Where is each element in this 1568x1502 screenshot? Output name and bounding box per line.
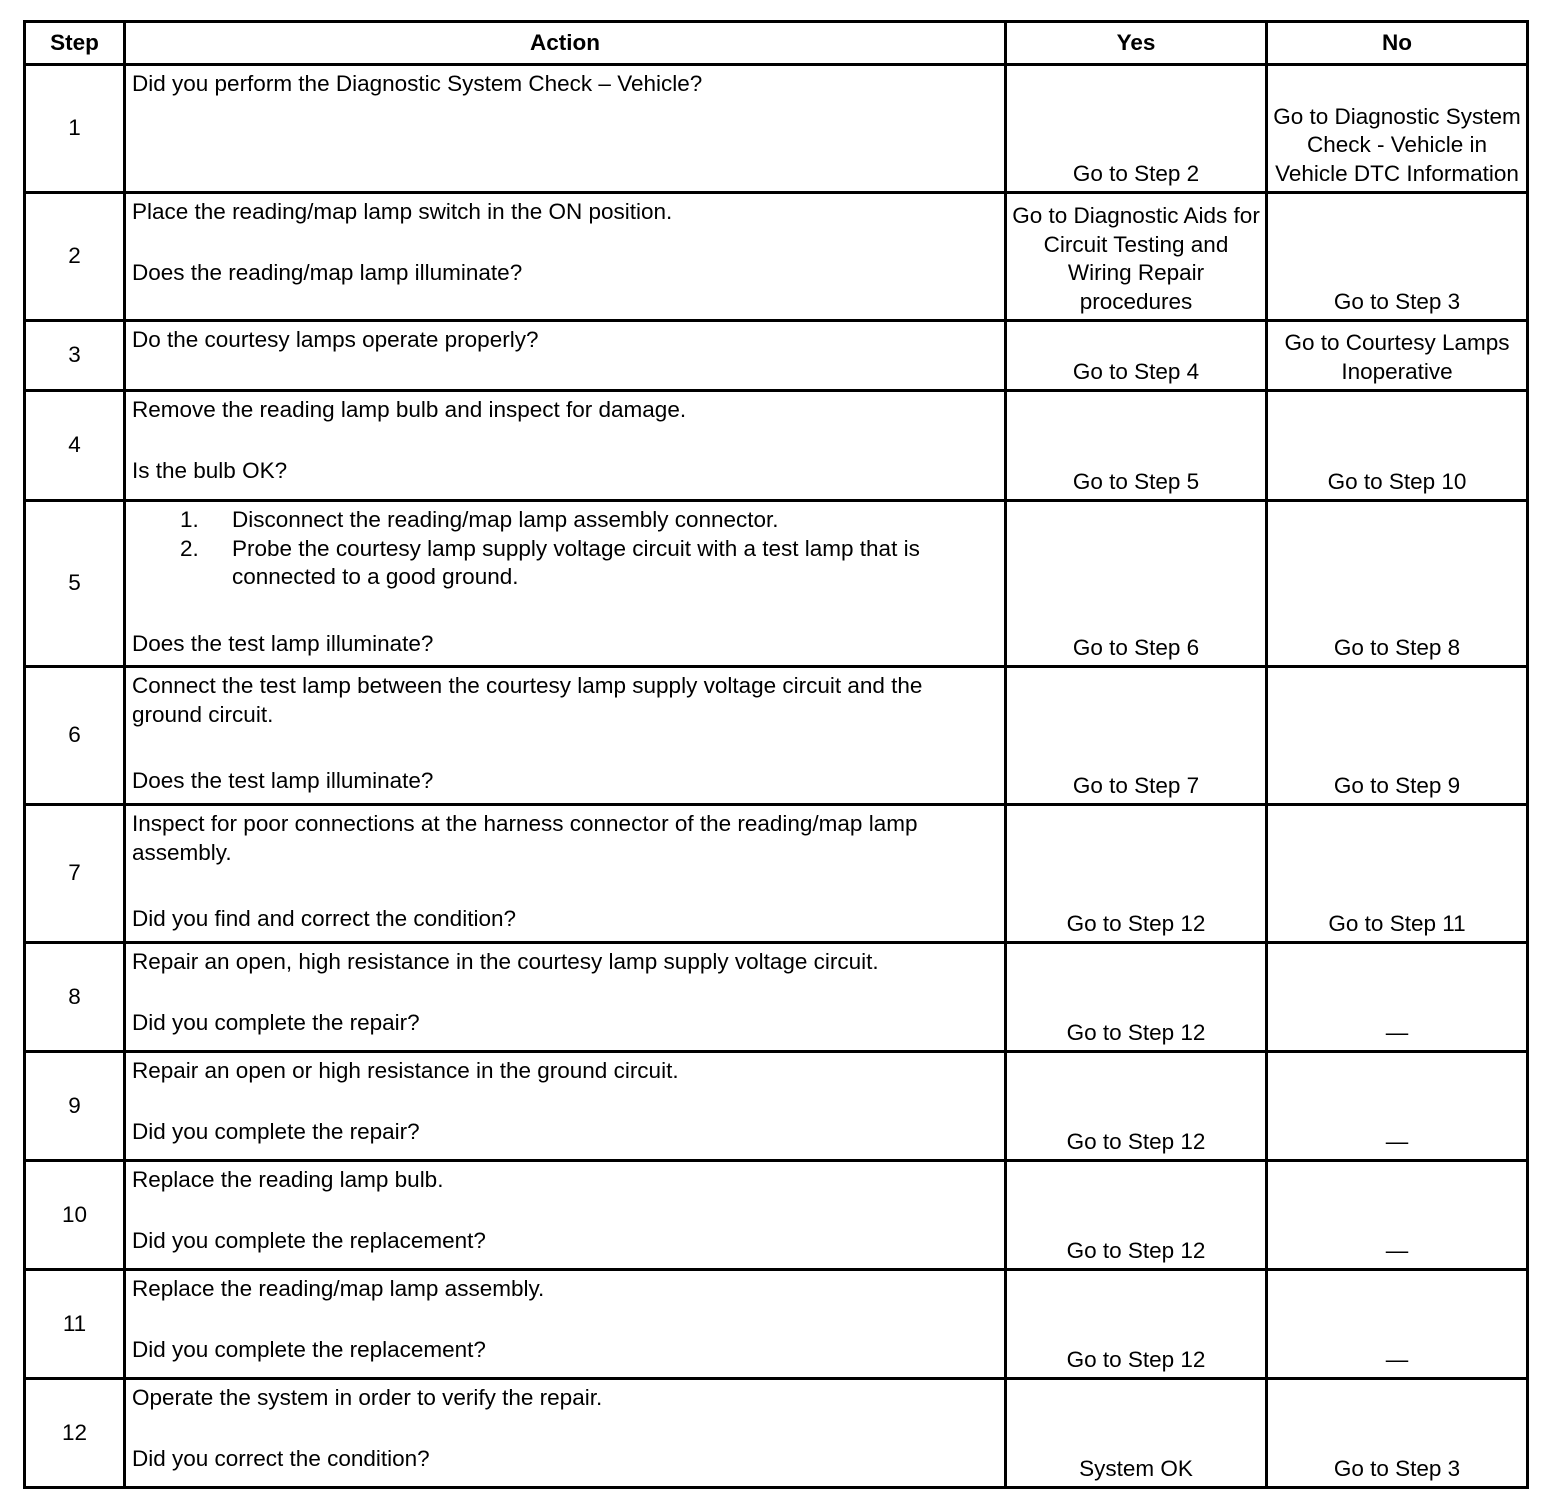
no-result: Go to Step 10 (1267, 391, 1528, 501)
step-number: 5 (25, 501, 125, 667)
step-number: 2 (25, 193, 125, 321)
header-no: No (1267, 22, 1528, 65)
yes-result: Go to Step 5 (1006, 391, 1267, 501)
no-result: Go to Step 3 (1267, 1379, 1528, 1488)
substep-list (132, 506, 998, 592)
substep-text: Probe the courtesy lamp supply voltage circuit with a test lamp that is connected to a good ground. (232, 535, 920, 589)
substep-number: 1. (180, 507, 199, 532)
action-text: Replace the reading/map lamp assembly. (132, 1276, 545, 1301)
yes-result: Go to Step 2 (1006, 65, 1267, 193)
action-text: Inspect for poor connections at the harness connector of the reading/map lamp assembly. (132, 811, 918, 865)
action-text: Place the reading/map lamp switch in the ON position. (132, 199, 673, 224)
action-question: Did you complete the repair? (132, 1009, 420, 1035)
step-number: 7 (25, 805, 125, 943)
action-cell (125, 501, 1006, 667)
action-question: Does the test lamp illuminate? (132, 768, 434, 793)
action-question: Did you correct the condition? (132, 1445, 430, 1471)
action-question: Did you complete the repair? (132, 1118, 420, 1144)
table-row (25, 501, 1528, 667)
step-number: 3 (25, 321, 125, 391)
action-cell (125, 1379, 1006, 1488)
list-item (180, 535, 998, 592)
action-cell (125, 65, 1006, 193)
yes-result: Go to Step 6 (1006, 501, 1267, 667)
yes-result: Go to Step 4 (1006, 321, 1267, 391)
step-number: 6 (25, 667, 125, 805)
table-row (25, 1052, 1528, 1161)
header-row (25, 22, 1528, 65)
table-row (25, 667, 1528, 805)
action-cell (125, 805, 1006, 943)
step-number: 12 (25, 1379, 125, 1488)
no-result: Go to Courtesy Lamps Inoperative (1267, 321, 1528, 391)
diagnostic-table (23, 20, 1529, 1489)
step-number: 1 (25, 65, 125, 193)
yes-result: Go to Step 12 (1006, 1161, 1267, 1270)
action-text: Repair an open or high resistance in the ground circuit. (132, 1058, 679, 1083)
action-cell (125, 391, 1006, 501)
substep-text: Disconnect the reading/map lamp assembly connector. (232, 507, 779, 532)
action-question: Did you find and correct the condition? (132, 906, 516, 931)
yes-result: Go to Step 7 (1006, 667, 1267, 805)
yes-result: Go to Step 12 (1006, 943, 1267, 1052)
header-step: Step (25, 22, 125, 65)
no-result: Go to Step 3 (1267, 193, 1528, 321)
table-row (25, 193, 1528, 321)
no-result: — (1267, 1161, 1528, 1270)
action-question: Is the bulb OK? (132, 457, 288, 483)
action-cell (125, 943, 1006, 1052)
action-text: Remove the reading lamp bulb and inspect for damage. (132, 397, 687, 422)
yes-result: Go to Diagnostic Aids for Circuit Testing and Wiring Repair procedures (1006, 193, 1267, 321)
step-number: 8 (25, 943, 125, 1052)
action-cell (125, 1270, 1006, 1379)
table-row (25, 391, 1528, 501)
step-number: 9 (25, 1052, 125, 1161)
action-question: Does the test lamp illuminate? (132, 630, 434, 656)
list-item (180, 506, 998, 535)
table-row (25, 1270, 1528, 1379)
action-question: Did you complete the replacement? (132, 1336, 486, 1362)
table-row (25, 805, 1528, 943)
table-row (25, 65, 1528, 193)
header-action: Action (125, 22, 1006, 65)
action-cell (125, 1161, 1006, 1270)
yes-result: Go to Step 12 (1006, 1270, 1267, 1379)
yes-result: System OK (1006, 1379, 1267, 1488)
no-result: — (1267, 1270, 1528, 1379)
action-text: Replace the reading lamp bulb. (132, 1167, 444, 1192)
no-result: — (1267, 943, 1528, 1052)
table-row (25, 1379, 1528, 1488)
substep-number: 2. (180, 535, 199, 561)
no-result: — (1267, 1052, 1528, 1161)
no-result: Go to Step 8 (1267, 501, 1528, 667)
step-number: 11 (25, 1270, 125, 1379)
action-text: Do the courtesy lamps operate properly? (132, 327, 539, 352)
step-number: 4 (25, 391, 125, 501)
action-question: Does the reading/map lamp illuminate? (132, 259, 523, 285)
header-yes: Yes (1006, 22, 1267, 65)
yes-result: Go to Step 12 (1006, 805, 1267, 943)
no-result: Go to Diagnostic System Check - Vehicle in Vehicle DTC Information (1267, 65, 1528, 193)
yes-result: Go to Step 12 (1006, 1052, 1267, 1161)
action-cell (125, 1052, 1006, 1161)
table-row (25, 943, 1528, 1052)
table-row (25, 321, 1528, 391)
action-cell (125, 193, 1006, 321)
no-result: Go to Step 9 (1267, 667, 1528, 805)
no-result: Go to Step 11 (1267, 805, 1528, 943)
action-cell (125, 667, 1006, 805)
table-row (25, 1161, 1528, 1270)
action-question: Did you complete the replacement? (132, 1227, 486, 1253)
action-text: Did you perform the Diagnostic System Check – Vehicle? (132, 71, 703, 96)
action-text: Operate the system in order to verify the repair. (132, 1385, 603, 1410)
step-number: 10 (25, 1161, 125, 1270)
action-cell (125, 321, 1006, 391)
action-text: Connect the test lamp between the courtesy lamp supply voltage circuit and the ground circuit. (132, 673, 923, 727)
action-text: Repair an open, high resistance in the courtesy lamp supply voltage circuit. (132, 949, 879, 974)
